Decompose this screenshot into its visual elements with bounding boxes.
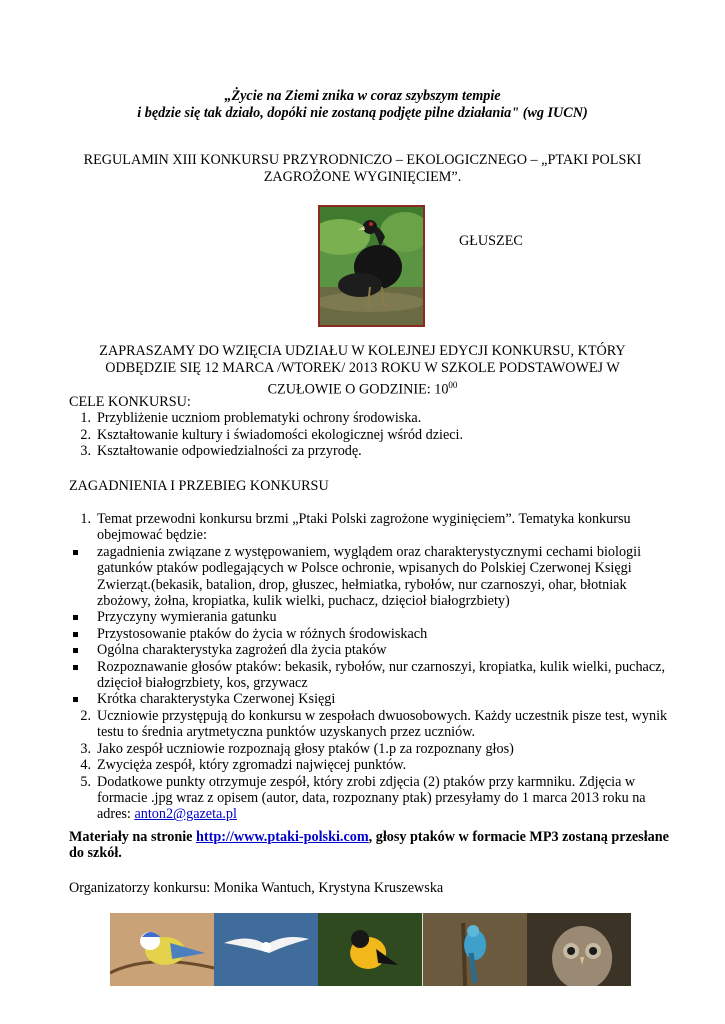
goal-item (69, 443, 669, 459)
title-line-2: ZAGROŻONE WYGINIĘCIEM”. (263, 169, 462, 185)
bullet-icon (73, 697, 78, 702)
bullet-item (69, 691, 679, 707)
topic-number: 4. (80, 757, 91, 774)
bullet-icon (73, 550, 78, 555)
blue-tit-photo (110, 913, 214, 986)
motto-quote (0, 88, 725, 122)
bullet-item (69, 626, 679, 642)
bullet-item (69, 544, 679, 610)
bullet-icon (73, 615, 78, 620)
topic-item (69, 757, 679, 773)
topic-item (69, 774, 679, 823)
roller-icon (423, 913, 527, 986)
goal-number: 1. (80, 410, 91, 427)
bullet-text: Krótka charakterystyka Czerwonej Księgi (97, 691, 336, 708)
topic-text: Jako zespół uczniowie rozpoznają głosy ptaków (1.p za rozpoznany głos) (97, 740, 514, 757)
bullet-text: zagadnienia związane z występowaniem, wyglądem oraz charakterystycznymi cechami biologii gatunków ptaków podlegających w Polsce ochronie, wpisanych do Polskiej Czerwonej Księgi Zwierząt.(bekasik, batalion, drop, głuszec, hełmiatka, rybołów, nur czarnoszyi, ohar, błotniak zbożowy, żołna, kropiatka, kulik wielki, puchacz, dzięcioł białogrzbiety) (97, 543, 642, 610)
invitation-time-minutes: 00 (448, 380, 458, 390)
materials-note (69, 829, 669, 862)
topic-text: Temat przewodni konkursu brzmi „Ptaki Polski zagrożone wyginięciem”. Tematyka konkursu obejmować będzie: (97, 511, 631, 544)
topics-heading: ZAGADNIENIA I PRZEBIEG KONKURSU (69, 478, 329, 494)
topic-number: 1. (80, 511, 91, 527)
invitation (60, 343, 665, 399)
bird-name: GŁUSZEC (459, 233, 523, 249)
bullet-item (69, 642, 679, 658)
bullet-item (69, 659, 679, 692)
motto-line-1: „Życie na Ziemi znika w coraz szybszym tempie (224, 88, 501, 104)
goals-section (69, 394, 669, 460)
goal-number: 3. (80, 443, 91, 460)
invitation-time: CZUŁOWIE O GODZINIE: 10 (267, 381, 449, 398)
owl-icon (527, 913, 631, 986)
organizers: Organizatorzy konkursu: Monika Wantuch, Krystyna Kruszewska (69, 880, 444, 896)
topic-text: Uczniowie przystępują do konkursu w zespołach dwuosobowych. Każdy uczestnik pisze test, wynik testu to średnia arytmetyczna punktów uzyskanych przez uczniów. (97, 707, 668, 741)
topics-list-continued (69, 708, 679, 823)
roller-photo (423, 913, 527, 986)
capercaillie-illustration (320, 207, 423, 325)
gull-photo (214, 913, 318, 986)
bullet-text: Ogólna charakterystyka zagrożeń dla życia ptaków (97, 642, 387, 659)
goals-list (69, 410, 669, 459)
bullet-icon (73, 648, 78, 653)
topic-item (69, 511, 679, 544)
goal-text: Kształtowanie odpowiedzialności za przyrodę. (97, 443, 362, 460)
topic-text: Dodatkowe punkty otrzymuje zespół, który zrobi zdjęcia (2) ptaków przy karmniku. Zdjęcia w formacie .jpg wraz z opisem (autor, data, rozpoznany ptak) przesyłamy do 1 marca 2013 roku na adres: (97, 773, 646, 823)
topic-bullets (69, 544, 679, 708)
blue-tit-icon (110, 913, 214, 986)
bullet-text: Przyczyny wymierania gatunku (97, 609, 277, 626)
topic-number: 3. (80, 740, 91, 757)
goal-number: 2. (80, 426, 91, 443)
topics-list (69, 511, 679, 544)
bullet-text: Rozpoznawanie głosów ptaków: bekasik, rybołów, nur czarnoszyi, kropiatka, kulik wielki, puchacz, dzięcioł białogrzbiety, kos, grzywacz (97, 658, 665, 692)
topic-number: 5. (80, 773, 91, 790)
bullet-icon (73, 632, 78, 637)
invitation-line-1: ZAPRASZAMY DO WZIĘCIA UDZIAŁU W KOLEJNEJ EDYCJI KONKURSU, KTÓRY (99, 343, 626, 359)
topic-item (69, 741, 679, 757)
goal-item (69, 427, 669, 443)
bullet-icon (73, 665, 78, 670)
oriole-icon (318, 913, 422, 986)
website-link[interactable]: http://www.ptaki-polski.com (196, 829, 369, 845)
gull-icon (214, 913, 318, 986)
contact-email-link[interactable]: anton2@gazeta.pl (134, 806, 237, 823)
topic-item (69, 708, 679, 741)
goal-text: Kształtowanie kultury i świadomości ekologicznej wśród dzieci. (97, 426, 464, 443)
invitation-line-2: ODBĘDZIE SIĘ 12 MARCA /WTOREK/ 2013 ROKU W SZKOLE PODSTAWOWEJ W (105, 360, 620, 376)
bullet-item (69, 609, 679, 625)
goal-text: Przybliżenie uczniom problematyki ochrony środowiska. (97, 410, 422, 427)
topics-section (69, 511, 679, 823)
topic-text: Zwycięża zespół, który zgromadzi najwięcej punktów. (97, 757, 407, 774)
materials-prefix: Materiały na stronie (69, 829, 197, 845)
title-line-1: REGULAMIN XIII KONKURSU PRZYRODNICZO – EKOLOGICZNEGO – „PTAKI POLSKI (83, 152, 642, 168)
oriole-photo (318, 913, 422, 986)
materials-suffix: , głosy ptaków w formacie MP3 zostaną przesłane do szkół. (69, 829, 669, 862)
bird-photo-strip (110, 913, 631, 986)
owl-photo (527, 913, 631, 986)
document-title (0, 152, 725, 186)
goals-heading: CELE KONKURSU: (69, 394, 191, 410)
goal-item (69, 410, 669, 426)
capercaillie-photo (318, 205, 425, 327)
topic-number: 2. (80, 707, 91, 724)
motto-line-2: i będzie się tak działo, dopóki nie zostaną podjęte pilne działania" (wg IUCN) (137, 105, 588, 121)
bullet-text: Przystosowanie ptaków do życia w różnych środowiskach (97, 625, 428, 642)
